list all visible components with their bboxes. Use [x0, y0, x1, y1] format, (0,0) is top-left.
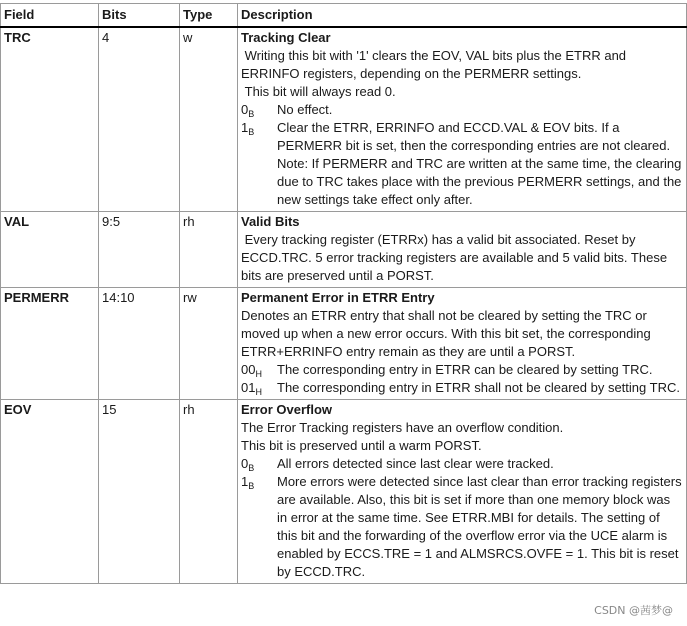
- access-type: rh: [180, 400, 238, 584]
- description-text: This bit is preserved until a warm PORST.: [241, 438, 482, 453]
- access-type: w: [180, 27, 238, 212]
- enum-value-item: [241, 455, 683, 473]
- enum-code-base: B: [248, 109, 255, 119]
- header-description: Description: [238, 4, 687, 28]
- table-row: [1, 27, 687, 212]
- enum-value-item: [241, 101, 683, 119]
- enum-code-value: 0: [241, 456, 249, 471]
- enum-code: [241, 379, 277, 397]
- enum-code: [241, 455, 277, 473]
- table-row: [1, 288, 687, 400]
- enum-code-value: 1: [241, 120, 249, 135]
- field-description: [238, 400, 687, 584]
- enum-value-item: [241, 361, 683, 379]
- description-text: The Error Tracking registers have an overflow condition.: [241, 420, 564, 435]
- description-text: This bit will always read 0.: [241, 84, 396, 99]
- field-description: [238, 27, 687, 212]
- field-name: VAL: [1, 212, 99, 288]
- enum-value-item: [241, 119, 683, 209]
- enum-code: [241, 119, 277, 137]
- enum-code-base: B: [248, 481, 255, 491]
- header-field: Field: [1, 4, 99, 28]
- enum-description: Clear the ETRR, ERRINFO and ECCD.VAL & EOV bits. If a PERMERR bit is set, then the corresponding entries are not cleared. Note: If PERMERR and TRC are written at the same time, the clearing due to TRC takes place with the previous PERMERR settings, and the new settings take effect only after.: [277, 120, 682, 207]
- bit-range: 15: [99, 400, 180, 584]
- enum-description: All errors detected since last clear were tracked.: [277, 456, 554, 471]
- table-row: [1, 212, 687, 288]
- access-type: rh: [180, 212, 238, 288]
- watermark: CSDN @茜梦@: [594, 604, 673, 617]
- enum-code: [241, 473, 277, 491]
- field-name: PERMERR: [1, 288, 99, 400]
- enum-code-value: 1: [241, 474, 249, 489]
- enum-code-base: H: [255, 387, 262, 397]
- access-type: rw: [180, 288, 238, 400]
- enum-description: The corresponding entry in ETRR shall not be cleared by setting TRC.: [277, 380, 680, 395]
- description-title: Valid Bits: [241, 214, 300, 229]
- enum-description: More errors were detected since last clear than error tracking registers are available. Also, this bit is set if more than one memory block was in error at the same time. See ETRR.MBI for details. The setting of this bit and the forwarding of the overflow error via the UCE alarm is enabled by ECCS.TRE = 1 and ALMSRCS.OVFE = 1. This bit is reset by ECCD.TRC.: [277, 474, 682, 579]
- description-title: Permanent Error in ETRR Entry: [241, 290, 435, 305]
- bit-range: 4: [99, 27, 180, 212]
- description-text: Writing this bit with '1' clears the EOV, VAL bits plus the ETRR and ERRINFO registers, depending on the PERMERR settings.: [241, 48, 630, 81]
- description-title: Error Overflow: [241, 402, 333, 417]
- bit-range: 9:5: [99, 212, 180, 288]
- enum-code-base: H: [255, 369, 262, 379]
- register-field-table: [0, 3, 687, 584]
- description-text: Denotes an ETRR entry that shall not be cleared by setting the TRC or moved up when a new error occurs. With this bit set, the corresponding ETRR+ERRINFO entry remain as they are until a PORST.: [241, 308, 655, 359]
- description-title: Tracking Clear: [241, 30, 331, 45]
- enum-code-base: B: [248, 463, 255, 473]
- field-name: EOV: [1, 400, 99, 584]
- table-body: [1, 27, 687, 584]
- table-header-row: [1, 4, 687, 28]
- bit-range: 14:10: [99, 288, 180, 400]
- enum-description: No effect.: [277, 102, 333, 117]
- enum-code: [241, 361, 277, 379]
- enum-description: The corresponding entry in ETRR can be cleared by setting TRC.: [277, 362, 653, 377]
- enum-code-value: 01: [241, 380, 256, 395]
- enum-code: [241, 101, 277, 119]
- enum-value-item: [241, 473, 683, 581]
- enum-code-value: 0: [241, 102, 249, 117]
- field-name: TRC: [1, 27, 99, 212]
- field-description: [238, 212, 687, 288]
- header-bits: Bits: [99, 4, 180, 28]
- table-row: [1, 400, 687, 584]
- field-description: [238, 288, 687, 400]
- header-type: Type: [180, 4, 238, 28]
- description-text: Every tracking register (ETRRx) has a valid bit associated. Reset by ECCD.TRC. 5 error tracking registers are available and 5 valid bits. These bits are preserved until a PORST.: [241, 232, 671, 283]
- enum-code-base: B: [248, 127, 255, 137]
- enum-value-item: [241, 379, 683, 397]
- enum-code-value: 00: [241, 362, 256, 377]
